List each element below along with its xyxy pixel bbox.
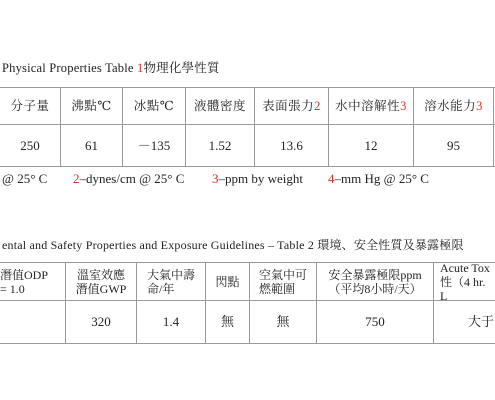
table1-title-text: Physical Properties Table bbox=[2, 61, 137, 75]
table2-header-atmospheric-lifetime bbox=[137, 263, 205, 300]
table1-header-boiling-point bbox=[61, 88, 122, 124]
table2-header-flash-point bbox=[206, 263, 249, 300]
table2-value-flammable-range: 無 bbox=[276, 314, 290, 329]
footnote-number: 2 bbox=[73, 171, 80, 186]
table1-footnote-4 bbox=[328, 171, 429, 187]
header-line-2: 潛值GWP bbox=[75, 281, 127, 296]
header-line-2: （平均8小時/天） bbox=[328, 281, 422, 296]
table1-bottom-rule bbox=[0, 166, 495, 167]
table1-header-freezing-point bbox=[123, 88, 185, 124]
footnote-text: –ppm by weight bbox=[218, 171, 303, 186]
header-text: 沸點℃ bbox=[71, 99, 112, 113]
header-text: 冰點℃ bbox=[133, 99, 175, 113]
table1-value-liquid-density: 1.52 bbox=[208, 137, 232, 153]
table2-header-acute-toxicity bbox=[434, 263, 495, 300]
header-ref: 3 bbox=[476, 99, 483, 113]
table1-header-molecular-weight bbox=[0, 88, 60, 124]
table1-title bbox=[2, 58, 220, 76]
table1-title-zh: 物理化學性質 bbox=[143, 61, 220, 75]
table2-value-acute-toxicity: 大于 bbox=[468, 314, 495, 329]
table2-bottom-rule bbox=[0, 343, 495, 344]
table1-value-surface-tension: 13.6 bbox=[280, 137, 303, 153]
table2-header-gwp bbox=[66, 263, 136, 300]
table1-header-surface-tension bbox=[255, 88, 328, 124]
table1-value-freezing-point: －135 bbox=[137, 137, 171, 153]
table1-header-water-solubility bbox=[329, 88, 413, 124]
table1-footnote-3 bbox=[212, 171, 303, 187]
table1-footnote-1 bbox=[2, 171, 47, 187]
table1-value-water-capacity: 95 bbox=[447, 137, 460, 153]
table1-divider bbox=[493, 87, 494, 166]
header-line-1: 空氣中可 bbox=[258, 267, 307, 282]
header-line-1: 大氣中壽 bbox=[146, 267, 195, 282]
header-text: 分子量 bbox=[10, 99, 50, 113]
table1-title-ref: 1 bbox=[136, 61, 144, 75]
table2-header-flammable-range bbox=[250, 263, 316, 300]
header-line-1: 溫室效應 bbox=[76, 267, 125, 282]
footnote-text: –mm Hg @ 25° C bbox=[334, 171, 429, 186]
header-ref: 3 bbox=[400, 99, 407, 113]
header-line-1: 潛值ODP bbox=[0, 267, 49, 282]
table1-footnote-2 bbox=[73, 171, 184, 187]
header-text: 水中溶解性 bbox=[335, 99, 401, 113]
table2-header-odp bbox=[0, 263, 65, 300]
table2-value-flash-point: 無 bbox=[220, 314, 234, 329]
table1-header-liquid-density bbox=[186, 88, 254, 124]
table2-value-odp bbox=[0, 301, 65, 343]
header-line-1: Acute Tox bbox=[440, 263, 490, 275]
header-line-2: 燃範圍 bbox=[258, 281, 295, 296]
footnote-number: 3 bbox=[212, 171, 219, 186]
table2-value-atmospheric-lifetime: 1.4 bbox=[162, 314, 180, 329]
table2-value-exposure-limit: 750 bbox=[365, 314, 385, 329]
footnote-number: 4 bbox=[328, 171, 335, 186]
table1-header-water-capacity bbox=[414, 88, 493, 124]
header-line-2: 命/年 bbox=[146, 281, 175, 296]
header-line-2: 性（4 hr. L bbox=[440, 274, 486, 300]
header-text: 液體密度 bbox=[193, 99, 246, 113]
table1-value-molecular-weight: 250 bbox=[20, 137, 40, 153]
table1-value-boiling-point: 61 bbox=[85, 137, 98, 153]
footnote-text: @ 25° C bbox=[2, 171, 48, 186]
header-text: 表面張力 bbox=[262, 99, 315, 113]
table2-title: ental and Safety Properties and Exposure Guidelines – Table 2 環境、安全性質及暴露極限 bbox=[2, 238, 464, 252]
table2-header-exposure-limit bbox=[317, 263, 433, 300]
table2-value-gwp: 320 bbox=[91, 314, 111, 329]
table1-value-water-solubility: 12 bbox=[364, 137, 378, 153]
header-ref: 2 bbox=[314, 99, 321, 113]
header-text: 溶水能力 bbox=[424, 99, 477, 113]
header-line-2: = 1.0 bbox=[0, 281, 25, 296]
header-line-1: 閃點 bbox=[215, 274, 240, 289]
header-line-1: 安全暴露極限ppm bbox=[328, 267, 422, 282]
footnote-text: –dynes/cm @ 25° C bbox=[79, 171, 185, 186]
